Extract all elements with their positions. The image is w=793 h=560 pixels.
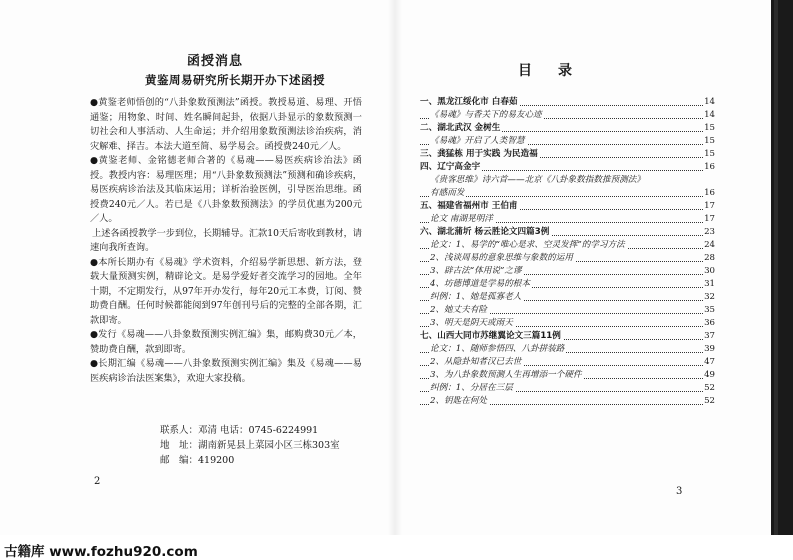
toc-entry-page: 52	[704, 396, 715, 406]
toc-entry	[420, 278, 715, 291]
toc-entry-page: 24	[704, 240, 715, 250]
toc-entry	[420, 174, 715, 187]
toc-entry-page: 17	[704, 214, 715, 224]
toc-entry-page: 14	[704, 97, 715, 107]
page-number-left: 2	[94, 476, 101, 487]
toc-entry-page: 16	[704, 188, 715, 198]
toc-entry-title: 六、湖北蒲圻 杨云胜论文四篇3例	[420, 227, 550, 237]
toc-entry-title: 五、福建省福州市 王伯甫	[420, 201, 518, 211]
toc-entry-title: 有感而发	[430, 188, 465, 198]
left-page	[0, 0, 396, 535]
toc-entry-title: 2、她丈夫有险	[430, 305, 488, 315]
toc-entry-title: 论文：1、随师参悟四、八卦拼装路	[430, 344, 565, 354]
toc-entry-title: 四、辽宁高金宇	[420, 162, 481, 172]
toc-entry-title: 纠例：1、分居在三层	[430, 383, 513, 393]
toc-entry	[420, 148, 715, 161]
toc-entry-page: 37	[704, 331, 715, 341]
toc-entry	[420, 395, 715, 408]
toc-entry-title: 纠例：1、她是孤寡老人	[430, 292, 522, 302]
footer-site: 古籍库 www.fozhu920.com	[4, 544, 198, 560]
toc-entry	[420, 265, 715, 278]
toc-entry-page: 39	[704, 344, 715, 354]
toc-entry-page: 14	[704, 110, 715, 120]
notice-subtitle: 黄鉴周易研究所长期开办下述函授	[145, 73, 325, 87]
toc-entry-page: 32	[704, 292, 715, 302]
notice-paragraph: ●长期汇编《易魂——八卦象数预测实例汇编》集及《易魂——易医疾病诊治法医案集》，欢迎大家投稿。	[90, 358, 362, 384]
table-of-contents	[420, 96, 715, 408]
toc-entry	[420, 291, 715, 304]
toc-entry-page: 23	[704, 227, 715, 237]
toc-entry-title: 三、龚猛栋 用于实践 为民造福	[420, 149, 538, 159]
toc-entry	[420, 369, 715, 382]
toc-entry-page: 16	[704, 162, 715, 172]
toc-entry	[420, 343, 715, 356]
toc-entry-page: 28	[704, 253, 715, 263]
toc-entry-page: 17	[704, 201, 715, 211]
page-number-right: 3	[676, 486, 683, 497]
toc-entry-title: 七、山西大同市苏继翼论文三篇11例	[420, 331, 561, 341]
toc-entry	[420, 135, 715, 148]
toc-entry	[420, 317, 715, 330]
toc-entry	[420, 109, 715, 122]
toc-entry	[420, 330, 715, 343]
toc-title: 目录	[518, 63, 598, 79]
contact-person: 联系人：邓清 电话：0745-6224991	[160, 425, 319, 436]
toc-entry-page: 15	[704, 149, 715, 159]
toc-entry-page: 36	[704, 318, 715, 328]
toc-entry	[420, 226, 715, 239]
notice-title: 函授消息	[186, 54, 243, 69]
toc-entry-page: 49	[704, 370, 715, 380]
toc-entry-title: 论文：1、易学的“唯心是求、空灵发挥”的学习方法	[430, 240, 625, 250]
toc-entry-page: 15	[704, 123, 715, 133]
toc-entry	[420, 96, 715, 109]
toc-entry-title: 论文 南湖晃明洋	[430, 214, 493, 224]
toc-entry	[420, 304, 715, 317]
toc-entry-title: 2、从隐卦知者汉已去世	[430, 357, 522, 367]
toc-entry	[420, 200, 715, 213]
scan-edge-inner	[774, 0, 778, 535]
toc-entry-page: 31	[704, 279, 715, 289]
toc-entry-page: 35	[704, 305, 715, 315]
toc-entry-page: 47	[704, 357, 715, 367]
notice-paragraph: ●黄鉴老师、金铭德老师合著的《易魂——易医疾病诊治法》函授。教授内容：易理医理；用“八卦象数预测法”预测和确诊疾病，易医疾病诊治法及其临床运用；详析治验医例，引导医治思维。函授费240元／人。若已是《八卦象数预测法》的学员优惠为200元／人。	[90, 155, 362, 224]
toc-entry	[420, 239, 715, 252]
toc-entry-title: 《易魂》开启了人类智慧	[430, 136, 525, 146]
notice-paragraph: 上述各函授教学一步到位，长期辅导。汇款10天后寄收到教材，请速向我所查询。	[90, 227, 362, 253]
toc-entry	[420, 187, 715, 200]
toc-entry-title: 《贵客思维》诗六首——北京《八卦象数指数推预测法》	[430, 175, 645, 185]
toc-entry-page: 15	[704, 136, 715, 146]
toc-entry-title: 一、黑龙江绥化市 白春茹	[420, 97, 518, 107]
toc-entry-title: 2、钥匙在何处	[430, 396, 488, 406]
contact-address: 地 址：湖南新晃县上菜园小区三栋303室	[160, 440, 340, 451]
notice-body	[90, 96, 362, 386]
toc-entry-title: 3、为八卦象数预测人生再增添一个硬件	[430, 370, 582, 380]
toc-entry-page: 30	[704, 266, 715, 276]
toc-entry-title: 《易魂》与香关下的易友心迹	[430, 110, 542, 120]
toc-entry	[420, 382, 715, 395]
notice-paragraph: ●发行《易魂——八卦象数预测实例汇编》集，邮购费30元／本，赞助费自酬，款到即寄。	[90, 329, 362, 355]
toc-entry	[420, 161, 715, 174]
toc-entry	[420, 122, 715, 135]
notice-paragraph: ●本所长期办有《易魂》学术资料，介绍易学新思想、新方法，登载大量预测实例，精辟论文。是易学爱好者交流学习的园地。全年十期，不定期发行，从97年开办发行，每年20元工本费，订阅、赞助费自酬。任何时候都能阅到97年创刊号后的完整的全部各期，汇款即寄。	[90, 256, 362, 326]
toc-entry-title: 2、浅谈周易的意象思维与象数的运用	[430, 253, 573, 263]
notice-paragraph: ●黄鉴老师悟创的“八卦象数预测法”函授。教授易道、易理、开悟通鉴；用物象、时间、姓名瞬间起卦，依据八卦显示的象数预测一切社会和人事活动、人生命运；并介绍用象数预测法诊治疾病，消灾解难、择吉。本法大道至简、易学易会。函授费240元／人。	[90, 97, 362, 152]
toc-entry-page: 52	[704, 383, 715, 393]
toc-entry	[420, 213, 715, 226]
toc-entry	[420, 356, 715, 369]
toc-entry-title: 4、坊德博道是学易的根本	[430, 279, 530, 289]
contact-postcode: 邮 编：419200	[160, 455, 235, 466]
toc-entry-title: 二、湖北武汉 金树生	[420, 123, 501, 133]
toc-entry-title: 3、辟古法“体用说”之谬	[430, 266, 522, 276]
toc-entry-title: 3、明天是阴天或雨天	[430, 318, 513, 328]
contact-block	[160, 423, 380, 468]
toc-entry	[420, 252, 715, 265]
